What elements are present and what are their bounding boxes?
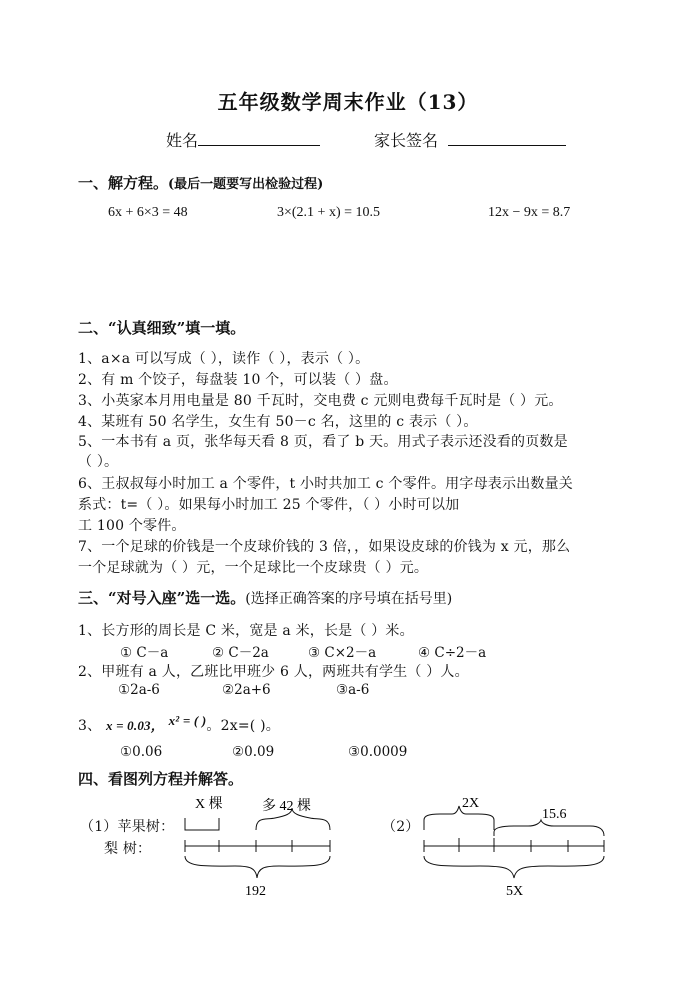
q3-1-option-2: ② C－2a xyxy=(212,645,269,661)
parent-signature-field xyxy=(374,128,566,151)
q3-3-square: x² = ( ) xyxy=(168,713,207,728)
d1-top-left-label: X 棵 xyxy=(195,797,223,812)
d2-bottom-brace xyxy=(424,856,604,878)
parent-blank[interactable] xyxy=(448,129,566,146)
name-blank[interactable] xyxy=(198,129,320,146)
q2-line-4: 4、某班有 50 名学生，女生有 50－c 名，这里的 c 表示（ ）。 xyxy=(78,414,478,430)
q2-line-2: 2、有 m 个饺子，每盘装 10 个，可以装（ ）盘。 xyxy=(78,372,398,388)
d1-bottom-label: 192 xyxy=(245,884,266,899)
d1-apple-segment xyxy=(185,818,219,830)
d1-bottom-brace xyxy=(185,856,330,878)
q2-line-3: 3、小英家本月用电量是 80 千瓦时，交电费 c 元则电费每千瓦时是（ ）元。 xyxy=(78,393,563,409)
d2-top-left-brace xyxy=(424,806,494,830)
q2-line-1: 1、a×a 可以写成（ ），读作（ ），表示（ ）。 xyxy=(78,351,370,367)
q3-2-stem: 2、甲班有 a 人，乙班比甲班少 6 人，两班共有学生（ ）人。 xyxy=(78,664,469,680)
diagram2-label: （2） xyxy=(382,819,420,835)
section1-heading xyxy=(78,172,323,193)
equation-1: 6x + 6×3 = 48 xyxy=(108,205,188,220)
q2-line-9: 工 100 个零件。 xyxy=(78,518,186,534)
section2-heading: 二、“认真细致”填一填。 xyxy=(78,319,246,337)
q3-3-given: x = 0.03， xyxy=(105,718,164,733)
d2-top-right-label: 15.6 xyxy=(542,807,567,822)
d2-bottom-label: 5X xyxy=(506,884,524,899)
q3-3-option-1: ①0.06 xyxy=(120,744,163,760)
d2-top-left-label: 2X xyxy=(462,796,480,811)
q3-3-stem xyxy=(78,715,280,735)
d1-top-right-label: 多 42 棵 xyxy=(262,799,311,814)
name-field xyxy=(166,128,320,151)
parent-label: 家长签名 xyxy=(374,131,439,150)
diagram1-row2-label: 梨 树： xyxy=(104,841,152,857)
q3-2-option-2: ②2a+6 xyxy=(222,682,271,698)
q2-line-7: 6、王叔叔每小时加工 a 个零件，t 小时共加工 c 个零件。用字母表示出数量关 xyxy=(78,476,573,492)
name-label: 姓名 xyxy=(166,131,199,150)
q3-3-option-2: ②0.09 xyxy=(232,744,275,760)
line-segment-diagrams xyxy=(0,780,696,910)
q2-line-8: 系式：t=（ ）。如果每小时加工 25 个零件，（ ）小时可以加 xyxy=(78,497,460,513)
section3-note: (选择正确答案的序号填在括号里) xyxy=(245,591,453,607)
q2-line-6: （ ）。 xyxy=(78,454,119,470)
section4-heading: 四、看图列方程并解答。 xyxy=(78,770,244,788)
section1-title: 一、解方程。 xyxy=(78,174,169,192)
d2-top-right-brace xyxy=(494,820,604,836)
q2-line-11: 一个足球就为（ ）元，一个足球比一个皮球贵（ ）元。 xyxy=(78,560,429,576)
q3-2-option-1: ①2a-6 xyxy=(118,682,160,698)
diagram1-row1-label: 苹果树： xyxy=(117,819,175,835)
section1-note: (最后一题要写出检验过程) xyxy=(168,177,324,192)
q2-line-5: 5、一本书有 a 页，张华每天看 8 页，看了 b 天。用式子表示还没看的页数是 xyxy=(78,434,568,450)
q3-1-option-3: ③ C×2－a xyxy=(308,645,377,661)
q3-3-tail: 。2x=( )。 xyxy=(206,718,280,734)
equation-2: 3×(2.1 + x) = 10.5 xyxy=(277,205,381,220)
page-title: 五年级数学周末作业（13） xyxy=(217,90,479,114)
q3-1-option-4: ④ C÷2－a xyxy=(418,645,487,661)
diagram1-number: （1） xyxy=(80,819,118,835)
q3-2-option-3: ③a-6 xyxy=(336,682,370,698)
section3-heading xyxy=(78,587,452,608)
q3-1-stem: 1、长方形的周长是 C 米，宽是 a 米，长是（ ）米。 xyxy=(78,623,414,639)
q3-3-option-3: ③0.0009 xyxy=(348,744,408,760)
q2-line-10: 7、一个足球的价钱是一个皮球价钱的 3 倍，，如果设皮球的价钱为 x 元，那么 xyxy=(78,539,571,555)
q3-1-option-1: ① C－a xyxy=(120,645,169,661)
equation-3: 12x − 9x = 8.7 xyxy=(488,205,571,220)
section3-title: 三、“对号入座”选一选。 xyxy=(78,589,246,607)
q3-3-prefix: 3、 xyxy=(78,718,102,734)
